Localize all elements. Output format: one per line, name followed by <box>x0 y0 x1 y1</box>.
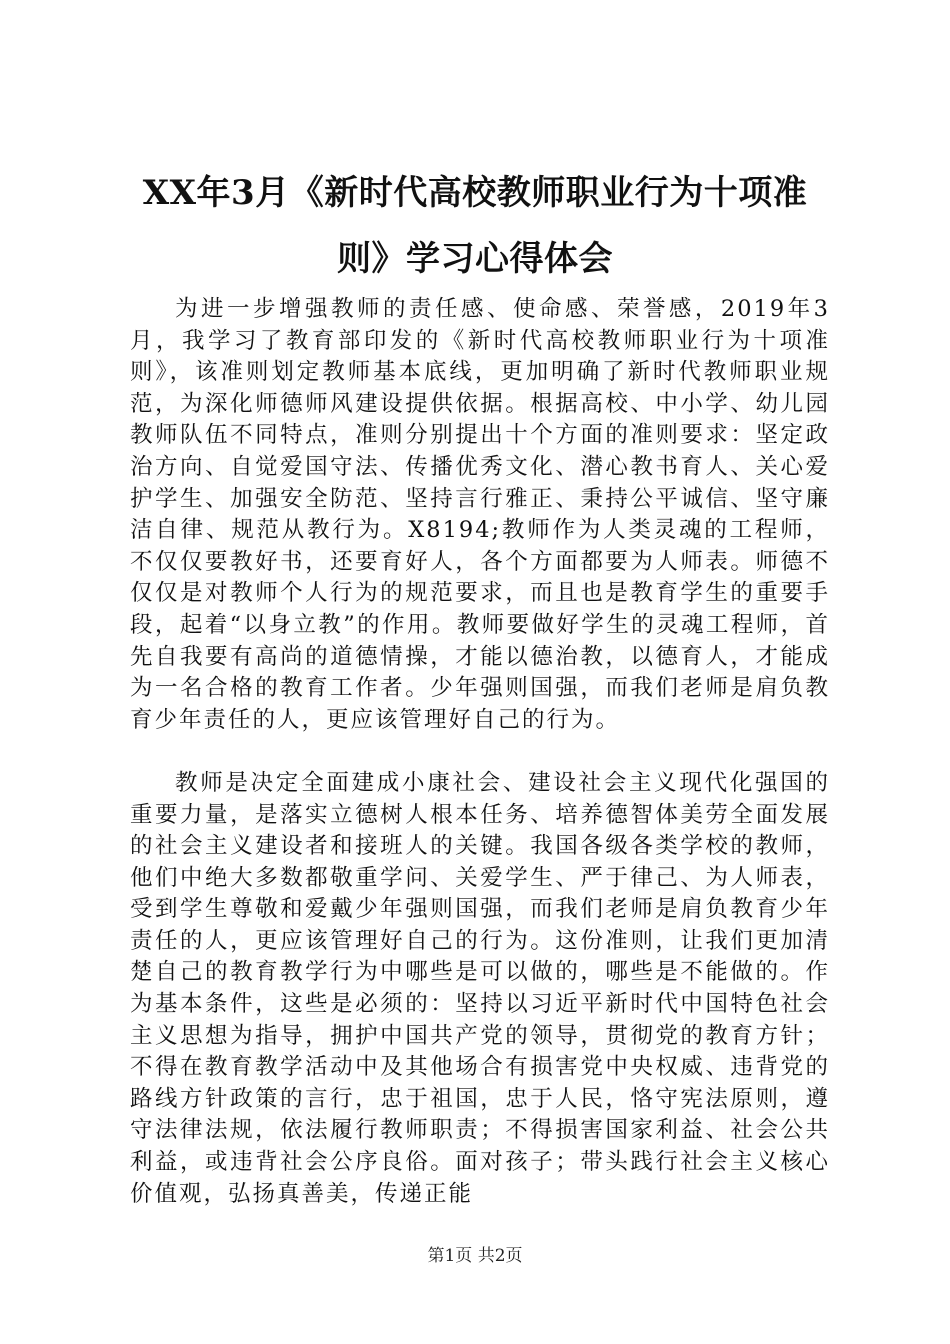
paragraph-2: 教师是决定全面建成小康社会、建设社会主义现代化强国的重要力量，是落实立德树人根本任务、培养德智体美劳全面发展的社会主义建设者和接班人的关键。我国各级各类学校的教师，他们中绝大多数都敬重学问、关爱学生、严于律己、为人师表，受到学生尊敬和爱戴少年强则国强，而我们老师是肩负教育少年责任的人，更应该管理好自己的行为。这份准则，让我们更加清楚自己的教育教学行为中哪些是可以做的，哪些是不能做的。作为基本条件，这些是必须的：坚持以习近平新时代中国特色社会主义思想为指导，拥护中国共产党的领导，贯彻党的教育方针；不得在教育教学活动中及其他场合有损害党中央权威、违背党的路线方针政策的言行，忠于祖国，忠于人民，恪守宪法原则，遵守法律法规，依法履行教师职责；不得损害国家利益、社会公共利益，或违背社会公序良俗。面对孩子；带头践行社会主义核心价值观，弘扬真善美，传递正能 <box>130 769 830 1207</box>
document-title: XX年3月《新时代高校教师职业行为十项准则》学习心得体会 <box>142 173 808 279</box>
document-body <box>130 294 830 1210</box>
page-footer: 第1页 共2页 <box>427 1246 523 1266</box>
paragraph-1: 为进一步增强教师的责任感、使命感、荣誉感，2019年3月，我学习了教育部印发的《新时代高校教师职业行为十项准则》，该准则划定教师基本底线，更加明确了新时代教师职业规范，为深化师德师风建设提供依据。根据高校、中小学、幼儿园教师队伍不同特点，准则分别提出十个方面的准则要求：坚定政治方向、自觉爱国守法、传播优秀文化、潜心教书育人、关心爱护学生、加强安全防范、坚持言行雅正、秉持公平诚信、坚守廉洁自律、规范从教行为。X8194;教师作为人类灵魂的工程师，不仅仅要教好书，还要育好人，各个方面都要为人师表。师德不仅仅是对教师个人行为的规范要求，而且也是教育学生的重要手段，起着“以身立教”的作用。教师要做好学生的灵魂工程师，首先自我要有高尚的道德情操，才能以德治教，以德育人，才能成为一名合格的教育工作者。少年强则国强，而我们老师是肩负教育少年责任的人，更应该管理好自己的行为。 <box>130 296 830 733</box>
